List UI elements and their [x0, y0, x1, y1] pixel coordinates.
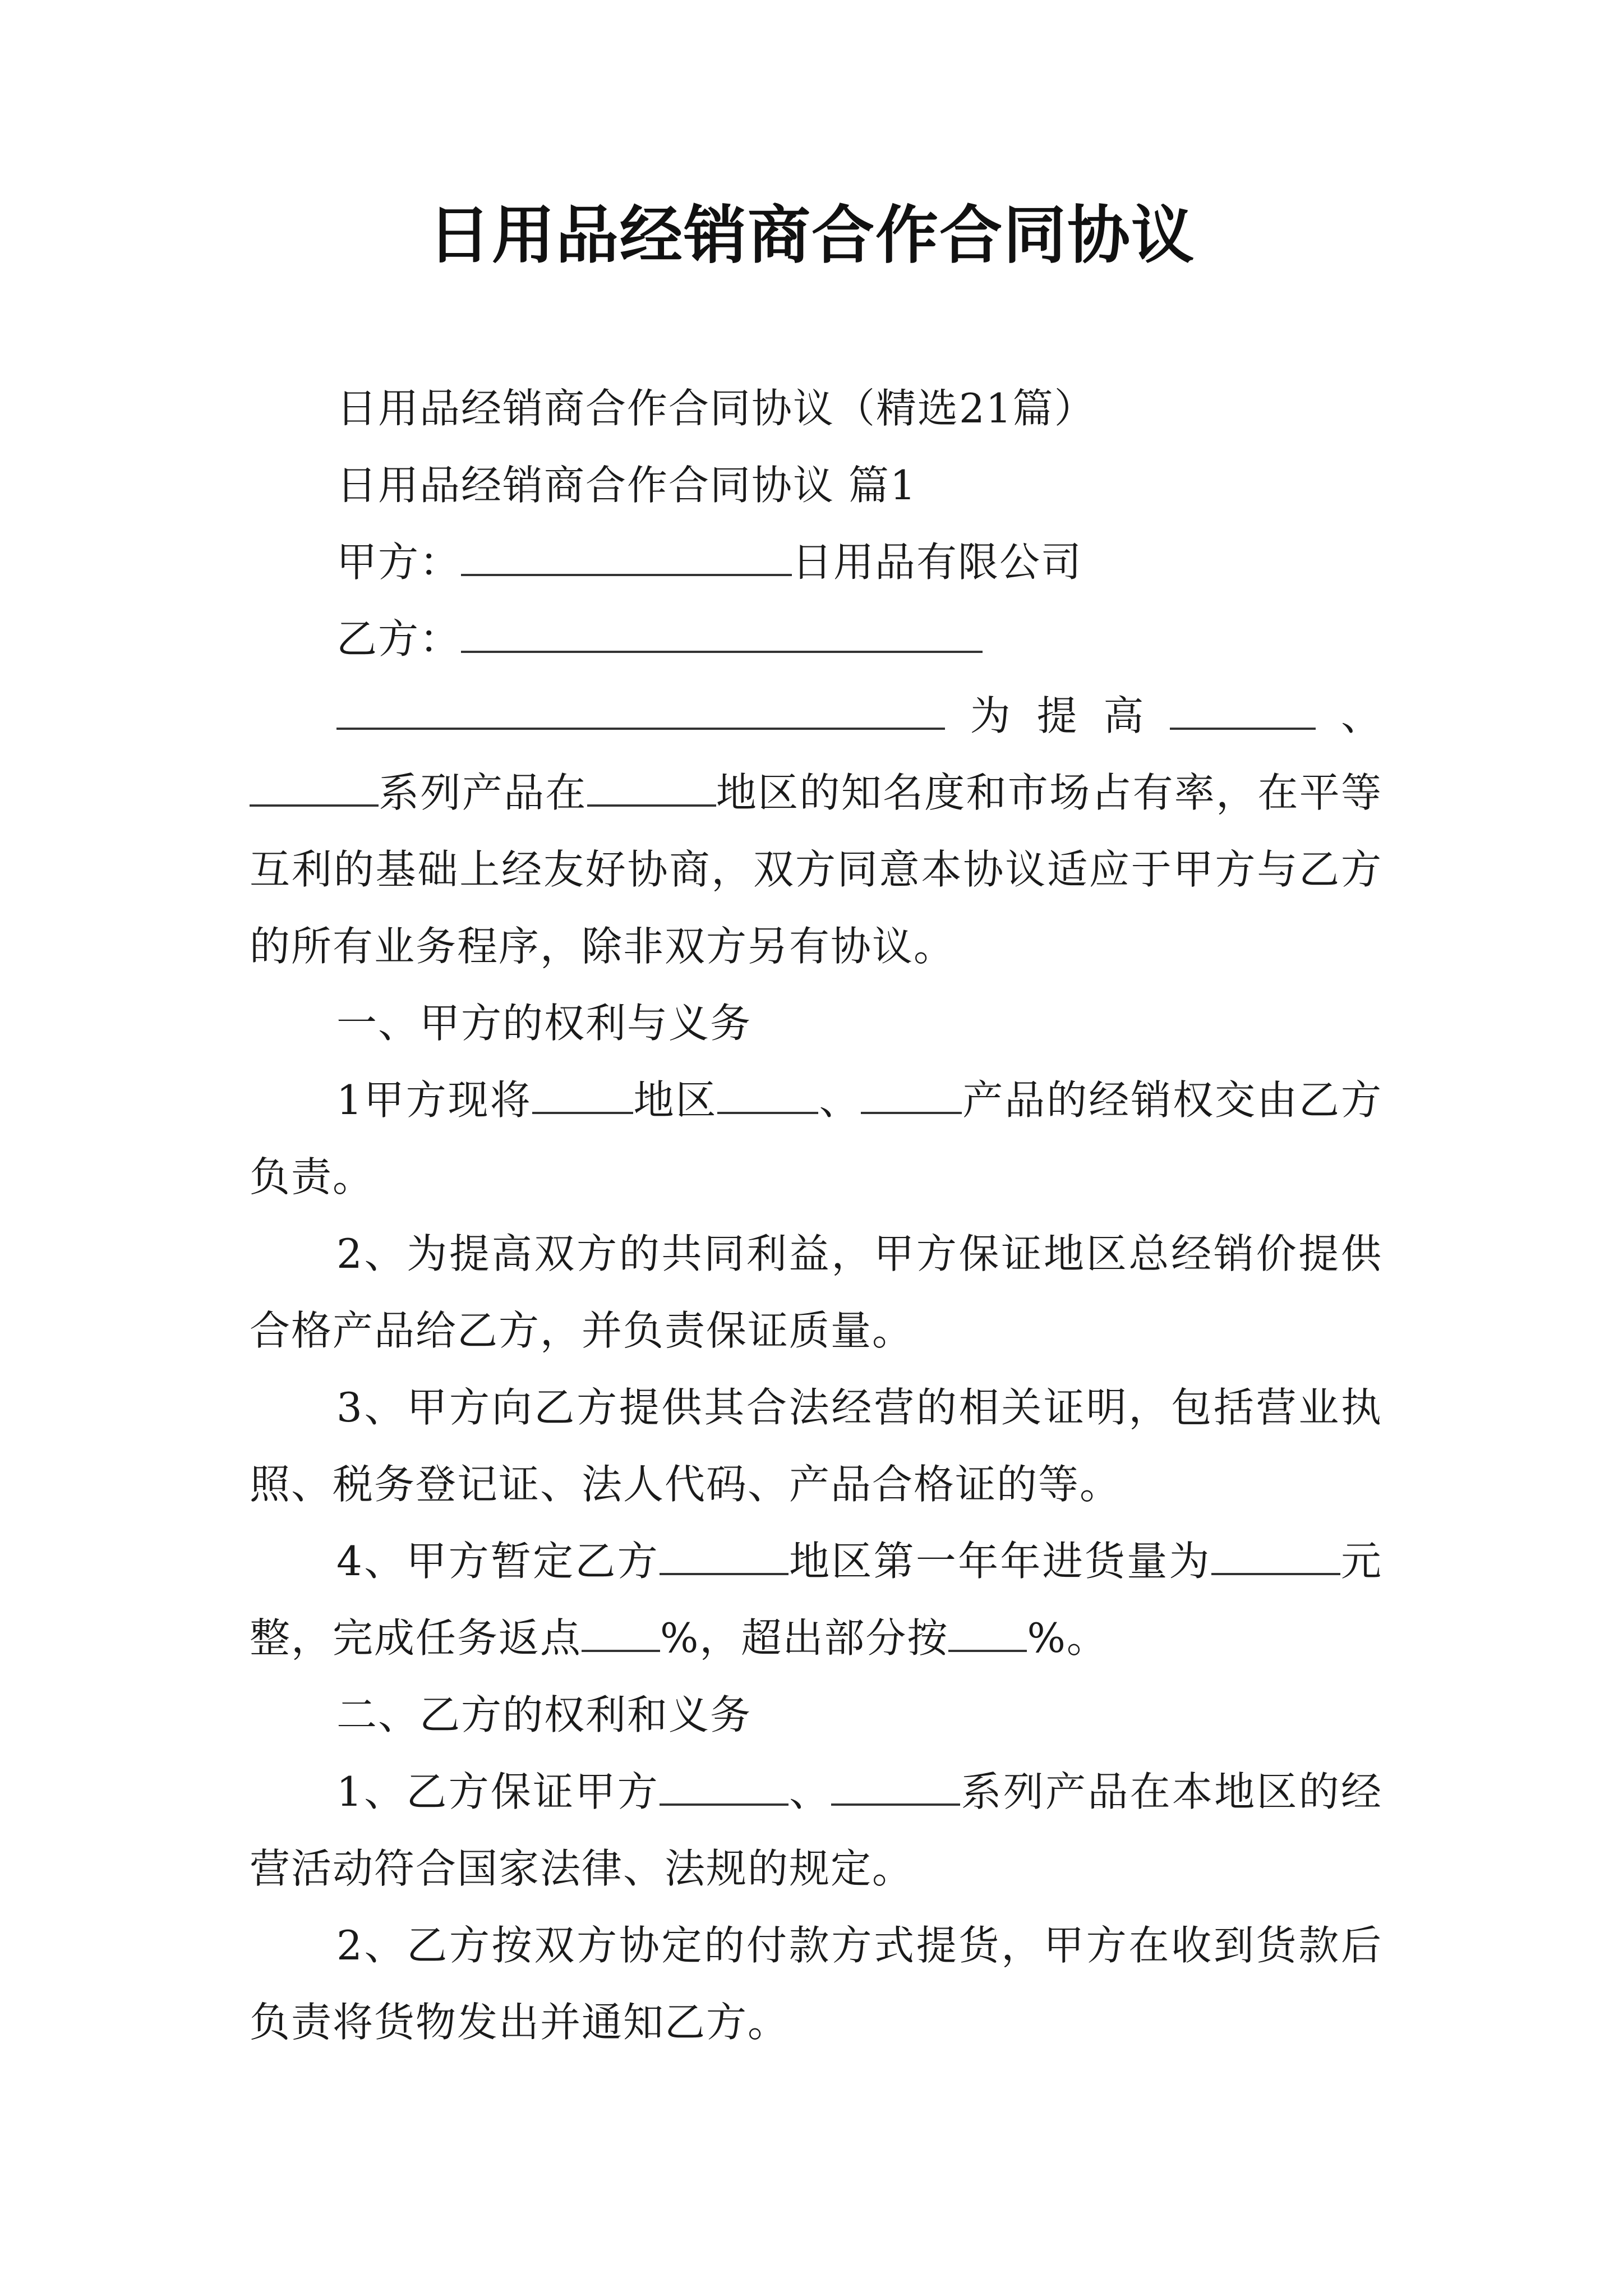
- clause-b-1-blank-1: [660, 1770, 789, 1806]
- party-a-company: 日用品有限公司: [792, 539, 1083, 586]
- clause-a-1-blank-2: [717, 1078, 818, 1114]
- preamble-blank-3: [250, 771, 379, 807]
- clause-a-4-blank-4: [948, 1616, 1027, 1652]
- paragraph-party-a: [250, 524, 1382, 601]
- section-heading-party-b: 二、乙方的权利和义务: [336, 1691, 752, 1738]
- party-a-label: 甲方：: [336, 539, 462, 586]
- document-body: [250, 370, 1382, 2061]
- paragraph-subtitle: 日用品经销商合作合同协议（精选21篇）: [336, 385, 1096, 432]
- clause-a-1-blank-3: [861, 1078, 962, 1114]
- clause-a-2: 2、为提高双方的共同利益，甲方保证地区总经销价提供合格产品给乙方，并负责保证质量。: [250, 1230, 1382, 1354]
- clause-a-4-blank-2: [1211, 1539, 1340, 1575]
- clause-b-1-blank-2: [831, 1770, 960, 1806]
- clause-b-2: 2、乙方按双方协定的付款方式提货，甲方在收到货款后负责将货物发出并通知乙方。: [250, 1922, 1382, 2046]
- section-heading-party-a: 一、甲方的权利与义务: [336, 1000, 752, 1047]
- clause-a-4-blank-3: [582, 1616, 660, 1652]
- paragraph-article-heading: 日用品经销商合作合同协议 篇1: [336, 462, 917, 509]
- clause-a-4: 4、甲方暂定乙方 地区第一年年进货量为 元整，完成任务返点 %，超出部分按 %。: [250, 1538, 1382, 1662]
- preamble-blank-2: [1170, 694, 1316, 730]
- preamble-blank-1: [336, 694, 945, 730]
- clause-a-3: 3、甲方向乙方提供其合法经营的相关证明，包括营业执照、税务登记证、法人代码、产品合格证的等。: [250, 1384, 1382, 1508]
- paragraph-party-b: [250, 601, 1382, 678]
- preamble-blank-4: [587, 771, 716, 807]
- clause-a-1: 1甲方现将 地区 、 产品的经销权交由乙方负责。: [250, 1076, 1382, 1200]
- party-b-blank: [461, 617, 983, 653]
- clause-a-1-blank-1: [532, 1078, 633, 1114]
- party-a-blank: [461, 540, 792, 576]
- clause-b-1: 1、乙方保证甲方 、 系列产品在本地区的经营活动符合国家法律、法规的规定。: [250, 1768, 1382, 1892]
- paragraph-preamble: 为提高 、系列产品在 地区的知名度和市场占有率，在平等互利的基础上经友好协商，双方同意本协议适应于甲方与乙方的所有业务程序，除非双方另有协议。: [250, 692, 1382, 970]
- clause-a-4-blank-1: [660, 1539, 789, 1575]
- party-b-label: 乙方：: [336, 615, 462, 662]
- document-title: 日用品经销商合作合同协议: [428, 199, 1195, 272]
